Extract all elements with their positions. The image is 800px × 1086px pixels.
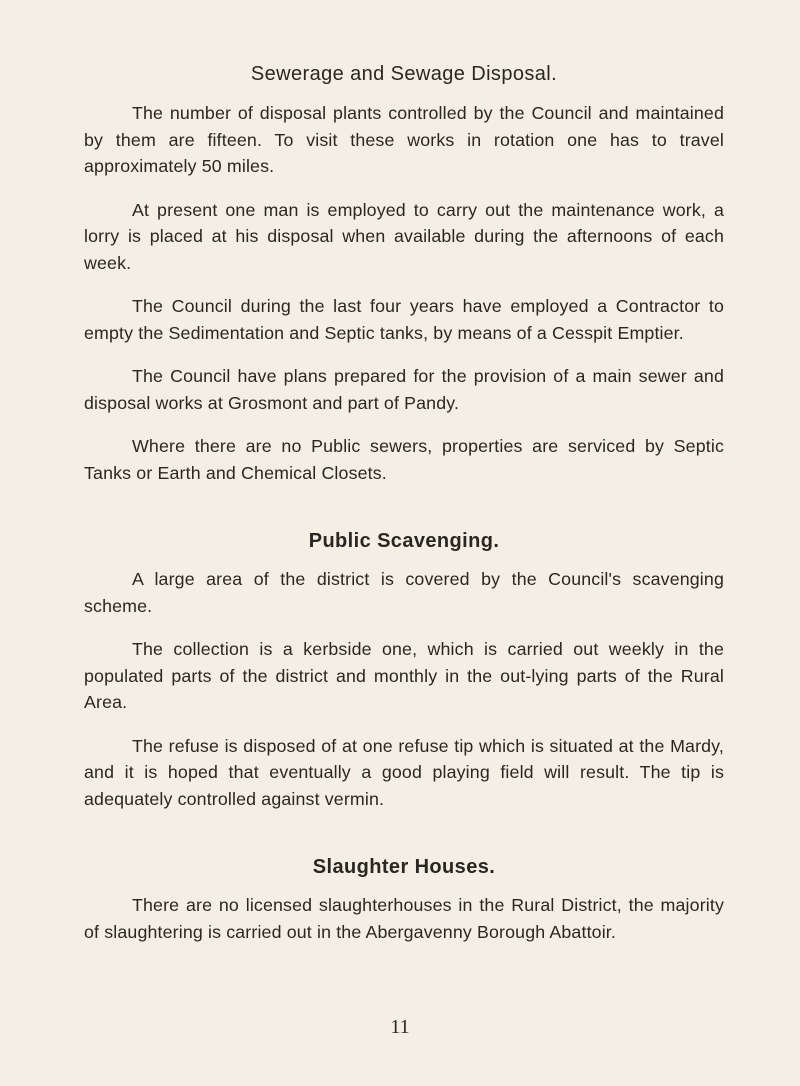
page-number: 11	[390, 1016, 410, 1038]
paragraph-abattoir: There are no licensed slaughterhouses in the Rural District, the majority of slaughtering is carried out in the Abergavenny Borough Abattoir.	[84, 895, 724, 942]
paragraph-refuse-tip: The refuse is disposed of at one refuse tip which is situated at the Mardy, and it is hoped that eventually a good playing field will result. The tip is adequately controlled against vermin.	[84, 735, 724, 809]
paragraph-contractor: The Council during the last four years have employed a Contractor to empty the Sedimentation and Septic tanks, by means of a Cesspit Emptier.	[84, 296, 724, 343]
paragraph-disposal-plants: The number of disposal plants controlled by the Council and maintained by them are fifteen. To visit these works in rotation one has to travel approximately 50 miles.	[84, 103, 724, 176]
paragraph-main-sewer-plans: The Council have plans prepared for the provision of a main sewer and disposal works at Grosmont and part of Pandy.	[84, 366, 724, 413]
paragraph-kerbside-collection: The collection is a kerbside one, which is carried out weekly in the populated parts of the district and monthly in the out-lying parts of the Rural Area.	[84, 639, 724, 712]
section-heading-slaughter-houses: Slaughter Houses.	[312, 856, 496, 878]
section-heading-sewerage: Sewerage and Sewage Disposal.	[250, 63, 558, 85]
section-sewerage	[84, 60, 724, 486]
paragraph-maintenance-work: At present one man is employed to carry out the maintenance work, a lorry is placed at his disposal when available during the afternoons of each week.	[84, 199, 724, 273]
paragraph-septic-tanks: Where there are no Public sewers, properties are serviced by Septic Tanks or Earth and Chemical Closets.	[84, 436, 724, 483]
section-slaughter-houses	[84, 853, 724, 945]
section-heading-public-scavenging: Public Scavenging.	[308, 530, 500, 552]
paragraph-scavenging-scheme: A large area of the district is covered by the Council's scavenging scheme.	[84, 569, 724, 616]
page-content	[84, 60, 724, 962]
section-public-scavenging	[84, 527, 724, 812]
